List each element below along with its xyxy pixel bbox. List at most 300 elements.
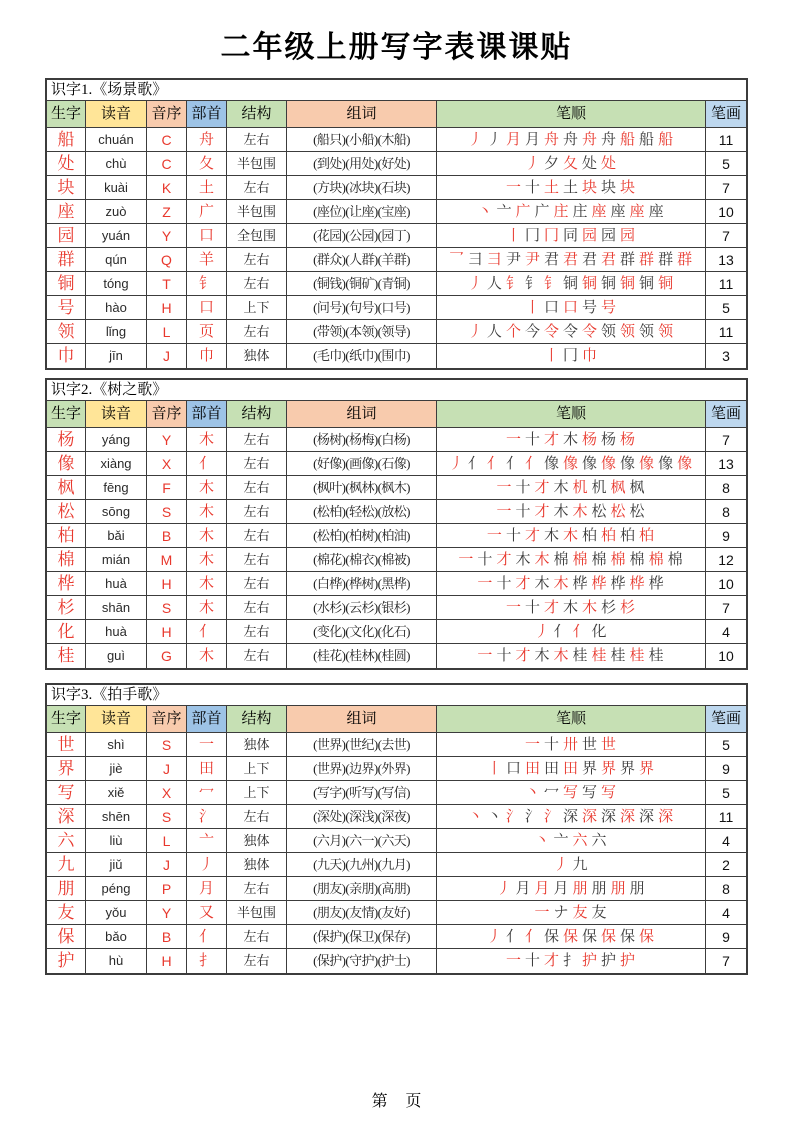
col-header-count: 笔画 bbox=[706, 101, 746, 128]
cell-stroke-order: 一 十 卅 世 世 bbox=[437, 733, 706, 757]
cell-structure: 左右 bbox=[227, 176, 287, 200]
cell-initial: B bbox=[147, 925, 187, 949]
lesson-table-1 bbox=[45, 78, 748, 370]
cell-stroke-count: 13 bbox=[706, 248, 746, 272]
table-row bbox=[47, 949, 746, 973]
cell-char: 杉 bbox=[47, 596, 86, 620]
cell-radical: 巾 bbox=[187, 344, 227, 368]
cell-words: (变化)(文化)(化石) bbox=[287, 620, 437, 644]
cell-stroke-count: 8 bbox=[706, 877, 746, 901]
cell-initial: S bbox=[147, 733, 187, 757]
col-header-structure: 结构 bbox=[227, 706, 287, 733]
cell-pinyin: shān bbox=[86, 596, 147, 620]
cell-pinyin: zuò bbox=[86, 200, 147, 224]
cell-initial: H bbox=[147, 572, 187, 596]
cell-stroke-count: 8 bbox=[706, 500, 746, 524]
col-header-pinyin: 读音 bbox=[86, 706, 147, 733]
cell-stroke-count: 12 bbox=[706, 548, 746, 572]
table-row bbox=[47, 476, 746, 500]
table-row bbox=[47, 296, 746, 320]
cell-char: 座 bbox=[47, 200, 86, 224]
cell-words: (松柏)(柏树)(柏油) bbox=[287, 524, 437, 548]
table-row bbox=[47, 152, 746, 176]
cell-stroke-order: 丿 人 个 今 令 令 令 领 领 领 领 bbox=[437, 320, 706, 344]
cell-structure: 半包围 bbox=[227, 152, 287, 176]
cell-initial: L bbox=[147, 320, 187, 344]
cell-initial: Y bbox=[147, 901, 187, 925]
cell-words: (杨树)(杨梅)(白杨) bbox=[287, 428, 437, 452]
cell-structure: 左右 bbox=[227, 548, 287, 572]
cell-char: 块 bbox=[47, 176, 86, 200]
lesson-table-2 bbox=[45, 378, 748, 670]
table-row bbox=[47, 428, 746, 452]
cell-radical: 亠 bbox=[187, 829, 227, 853]
cell-initial: J bbox=[147, 853, 187, 877]
cell-stroke-order: 丶 冖 写 写 写 bbox=[437, 781, 706, 805]
cell-stroke-count: 7 bbox=[706, 176, 746, 200]
cell-char: 桂 bbox=[47, 644, 86, 668]
table-header bbox=[47, 401, 746, 428]
cell-words: (座位)(让座)(宝座) bbox=[287, 200, 437, 224]
cell-char: 保 bbox=[47, 925, 86, 949]
cell-stroke-order: 一 十 才 木 木 杉 杉 bbox=[437, 596, 706, 620]
page-number-footer: 第 页 bbox=[371, 1093, 422, 1110]
col-header-words: 组词 bbox=[287, 706, 437, 733]
cell-structure: 左右 bbox=[227, 476, 287, 500]
cell-radical: 口 bbox=[187, 296, 227, 320]
cell-stroke-count: 11 bbox=[706, 805, 746, 829]
cell-words: (带领)(本领)(领导) bbox=[287, 320, 437, 344]
cell-stroke-count: 4 bbox=[706, 829, 746, 853]
cell-pinyin: bǎo bbox=[86, 925, 147, 949]
cell-initial: H bbox=[147, 949, 187, 973]
cell-stroke-count: 7 bbox=[706, 224, 746, 248]
cell-stroke-order: 丿 亻 亻 亻 亻 像 像 像 像 像 像 像 像 bbox=[437, 452, 706, 476]
cell-words: (铜钱)(铜矿)(青铜) bbox=[287, 272, 437, 296]
col-header-strokes: 笔顺 bbox=[437, 101, 706, 128]
table-row bbox=[47, 620, 746, 644]
cell-pinyin: xiàng bbox=[86, 452, 147, 476]
cell-pinyin: chuán bbox=[86, 128, 147, 152]
table-row bbox=[47, 901, 746, 925]
cell-pinyin: mián bbox=[86, 548, 147, 572]
cell-stroke-count: 5 bbox=[706, 152, 746, 176]
cell-structure: 左右 bbox=[227, 320, 287, 344]
cell-initial: C bbox=[147, 128, 187, 152]
table-header bbox=[47, 101, 746, 128]
cell-initial: J bbox=[147, 757, 187, 781]
cell-char: 世 bbox=[47, 733, 86, 757]
cell-stroke-order: 丨 口 口 号 号 bbox=[437, 296, 706, 320]
cell-structure: 上下 bbox=[227, 757, 287, 781]
cell-stroke-count: 10 bbox=[706, 572, 746, 596]
cell-words: (水杉)(云杉)(银杉) bbox=[287, 596, 437, 620]
cell-stroke-count: 7 bbox=[722, 953, 730, 969]
cell-stroke-order: 丨 冂 冂 同 园 园 园 bbox=[437, 224, 706, 248]
table-row bbox=[47, 829, 746, 853]
cell-words: (棉花)(棉衣)(棉被) bbox=[287, 548, 437, 572]
cell-initial: Y bbox=[147, 224, 187, 248]
col-header-count: 笔画 bbox=[706, 706, 746, 733]
table-header bbox=[47, 706, 746, 733]
cell-pinyin: jiè bbox=[86, 757, 147, 781]
col-header-strokes: 笔顺 bbox=[437, 706, 706, 733]
cell-initial: B bbox=[147, 524, 187, 548]
cell-structure: 左右 bbox=[227, 925, 287, 949]
col-header-char: 生字 bbox=[47, 101, 86, 128]
cell-stroke-order: 丶 亠 广 广 庄 庄 座 座 座 座 bbox=[437, 200, 706, 224]
cell-words: (写字)(听写)(写信) bbox=[287, 781, 437, 805]
cell-char: 处 bbox=[47, 152, 86, 176]
col-header-initial: 音序 bbox=[147, 401, 187, 428]
lesson-table-3 bbox=[45, 683, 748, 975]
cell-initial: Z bbox=[147, 200, 187, 224]
cell-initial: X bbox=[147, 452, 187, 476]
col-header-structure: 结构 bbox=[227, 101, 287, 128]
cell-pinyin: shì bbox=[86, 733, 147, 757]
cell-structure: 左右 bbox=[227, 877, 287, 901]
table-row bbox=[47, 877, 746, 901]
cell-words: (松柏)(轻松)(放松) bbox=[287, 500, 437, 524]
cell-structure: 独体 bbox=[227, 344, 287, 368]
table-row bbox=[47, 733, 746, 757]
cell-char: 号 bbox=[47, 296, 86, 320]
cell-initial: H bbox=[147, 296, 187, 320]
cell-pinyin: huà bbox=[86, 620, 147, 644]
cell-words: (问号)(句号)(口号) bbox=[287, 296, 437, 320]
cell-structure: 左右 bbox=[227, 620, 287, 644]
cell-stroke-count: 9 bbox=[706, 925, 746, 949]
cell-pinyin: jīn bbox=[86, 344, 147, 368]
cell-radical: 钅 bbox=[187, 272, 227, 296]
cell-words: (桂花)(桂林)(桂圆) bbox=[287, 644, 437, 668]
cell-radical: 舟 bbox=[187, 128, 227, 152]
cell-initial: F bbox=[147, 476, 187, 500]
cell-radical: 页 bbox=[187, 320, 227, 344]
cell-initial: J bbox=[147, 344, 187, 368]
cell-stroke-order: 一 十 才 木 木 桂 桂 桂 桂 桂 bbox=[437, 644, 706, 668]
cell-char: 巾 bbox=[47, 344, 86, 368]
table-row bbox=[47, 224, 746, 248]
cell-stroke-order: 乛 彐 彐 尹 尹 君 君 君 君 群 群 群 群 bbox=[437, 248, 706, 272]
cell-radical: 丿 bbox=[187, 853, 227, 877]
cell-radical: 亻 bbox=[187, 620, 227, 644]
cell-char: 棉 bbox=[47, 548, 86, 572]
cell-stroke-count: 7 bbox=[706, 596, 746, 620]
cell-pinyin: jiǔ bbox=[86, 853, 147, 877]
cell-structure: 左右 bbox=[227, 272, 287, 296]
cell-structure: 左右 bbox=[227, 128, 287, 152]
cell-words: (深处)(深浅)(深夜) bbox=[287, 805, 437, 829]
cell-pinyin: shēn bbox=[86, 805, 147, 829]
cell-pinyin: tóng bbox=[86, 272, 147, 296]
cell-radical: 木 bbox=[187, 644, 227, 668]
col-header-radical: 部首 bbox=[187, 401, 227, 428]
cell-radical: 氵 bbox=[187, 805, 227, 829]
cell-stroke-count: 5 bbox=[706, 781, 746, 805]
cell-pinyin: sōng bbox=[86, 500, 147, 524]
cell-words: (世界)(世纪)(去世) bbox=[287, 733, 437, 757]
cell-stroke-count: 9 bbox=[706, 524, 746, 548]
cell-char: 六 bbox=[47, 829, 86, 853]
cell-structure: 独体 bbox=[227, 733, 287, 757]
section-title-3: 识字3.《拍手歌》 bbox=[47, 685, 746, 706]
cell-radical: 亻 bbox=[187, 925, 227, 949]
cell-radical: 木 bbox=[187, 500, 227, 524]
page-title: 二年级上册写字表课课贴 bbox=[220, 31, 573, 64]
cell-stroke-count: 2 bbox=[706, 853, 746, 877]
cell-radical: 冖 bbox=[187, 781, 227, 805]
cell-char: 朋 bbox=[47, 877, 86, 901]
cell-stroke-count: 11 bbox=[706, 272, 746, 296]
cell-radical: 田 bbox=[187, 757, 227, 781]
cell-pinyin: yáng bbox=[86, 428, 147, 452]
cell-pinyin: fēng bbox=[86, 476, 147, 500]
cell-stroke-count: 5 bbox=[706, 296, 746, 320]
cell-structure: 左右 bbox=[227, 500, 287, 524]
cell-stroke-order: 丶 丶 氵 氵 氵 深 深 深 深 深 深 bbox=[437, 805, 706, 829]
cell-initial: P bbox=[147, 877, 187, 901]
cell-stroke-order: 丿 九 bbox=[437, 853, 706, 877]
table-row bbox=[47, 272, 746, 296]
cell-words: (好像)(画像)(石像) bbox=[287, 452, 437, 476]
cell-stroke-order: 一 十 才 木 木 柏 柏 柏 柏 bbox=[437, 524, 706, 548]
cell-char: 友 bbox=[47, 901, 86, 925]
cell-structure: 左右 bbox=[227, 949, 287, 973]
col-header-radical: 部首 bbox=[187, 706, 227, 733]
cell-stroke-order: 一 十 土 土 块 块 块 bbox=[437, 176, 706, 200]
cell-pinyin: huà bbox=[86, 572, 147, 596]
cell-radical: 口 bbox=[187, 224, 227, 248]
cell-stroke-order: 丿 人 钅 钅 钅 铜 铜 铜 铜 铜 铜 bbox=[437, 272, 706, 296]
cell-structure: 左右 bbox=[227, 572, 287, 596]
cell-char: 桦 bbox=[47, 572, 86, 596]
cell-words: (白桦)(桦树)(黑桦) bbox=[287, 572, 437, 596]
col-header-initial: 音序 bbox=[147, 101, 187, 128]
table-row bbox=[47, 344, 746, 368]
cell-char: 像 bbox=[47, 452, 86, 476]
cell-char: 群 bbox=[47, 248, 86, 272]
cell-stroke-order: 一 十 才 木 木 桦 桦 桦 桦 桦 bbox=[437, 572, 706, 596]
cell-pinyin: guì bbox=[86, 644, 147, 668]
col-header-count: 笔画 bbox=[706, 401, 746, 428]
col-header-initial: 音序 bbox=[147, 706, 187, 733]
cell-stroke-count: 10 bbox=[718, 648, 734, 664]
cell-structure: 上下 bbox=[227, 781, 287, 805]
cell-char: 深 bbox=[47, 805, 86, 829]
cell-words: (朋友)(亲朋)(高朋) bbox=[287, 877, 437, 901]
cell-structure: 独体 bbox=[227, 829, 287, 853]
cell-structure: 左右 bbox=[227, 805, 287, 829]
table-row bbox=[47, 320, 746, 344]
cell-pinyin: xiě bbox=[86, 781, 147, 805]
cell-char: 杨 bbox=[47, 428, 86, 452]
cell-initial: X bbox=[147, 781, 187, 805]
cell-words: (朋友)(友情)(友好) bbox=[287, 901, 437, 925]
cell-structure: 独体 bbox=[227, 853, 287, 877]
col-header-words: 组词 bbox=[287, 401, 437, 428]
cell-radical: 夂 bbox=[187, 152, 227, 176]
table-row bbox=[47, 572, 746, 596]
cell-stroke-count: 5 bbox=[706, 733, 746, 757]
cell-radical: 月 bbox=[187, 877, 227, 901]
cell-structure: 左右 bbox=[227, 428, 287, 452]
table-row bbox=[47, 248, 746, 272]
cell-char: 船 bbox=[47, 128, 86, 152]
table-row bbox=[47, 176, 746, 200]
col-header-strokes: 笔顺 bbox=[437, 401, 706, 428]
cell-pinyin: hù bbox=[86, 949, 147, 973]
cell-stroke-count: 11 bbox=[706, 320, 746, 344]
cell-stroke-order: 丶 亠 六 六 bbox=[437, 829, 706, 853]
table-row bbox=[47, 500, 746, 524]
cell-structure: 半包围 bbox=[227, 901, 287, 925]
cell-radical: 木 bbox=[187, 524, 227, 548]
cell-pinyin: péng bbox=[86, 877, 147, 901]
cell-radical: 木 bbox=[187, 476, 227, 500]
cell-structure: 左右 bbox=[227, 248, 287, 272]
col-header-char: 生字 bbox=[47, 706, 86, 733]
cell-initial: T bbox=[147, 272, 187, 296]
cell-words: (六月)(六一)(六天) bbox=[287, 829, 437, 853]
cell-words: (毛巾)(纸巾)(围巾) bbox=[287, 344, 437, 368]
col-header-structure: 结构 bbox=[227, 401, 287, 428]
cell-structure: 全包围 bbox=[227, 224, 287, 248]
cell-stroke-order: 丿 夕 夂 处 处 bbox=[437, 152, 706, 176]
cell-stroke-order: 一 ナ 友 友 bbox=[437, 901, 706, 925]
cell-words: (世界)(边界)(外界) bbox=[287, 757, 437, 781]
cell-initial: S bbox=[147, 500, 187, 524]
cell-char: 铜 bbox=[47, 272, 86, 296]
cell-stroke-count: 9 bbox=[706, 757, 746, 781]
col-header-pinyin: 读音 bbox=[86, 401, 147, 428]
cell-initial: Y bbox=[147, 428, 187, 452]
cell-pinyin: bǎi bbox=[86, 524, 147, 548]
cell-initial: Q bbox=[147, 248, 187, 272]
cell-stroke-count: 11 bbox=[706, 128, 746, 152]
cell-char: 界 bbox=[47, 757, 86, 781]
table-row bbox=[47, 128, 746, 152]
col-header-radical: 部首 bbox=[187, 101, 227, 128]
cell-char: 化 bbox=[47, 620, 86, 644]
cell-stroke-count: 10 bbox=[706, 200, 746, 224]
cell-pinyin: yǒu bbox=[86, 901, 147, 925]
cell-stroke-count: 13 bbox=[706, 452, 746, 476]
cell-stroke-order: 丿 亻 亻 化 bbox=[437, 620, 706, 644]
cell-structure: 左右 bbox=[227, 596, 287, 620]
cell-char: 护 bbox=[47, 949, 86, 973]
cell-words: (保护)(保卫)(保存) bbox=[287, 925, 437, 949]
cell-pinyin: qún bbox=[86, 248, 147, 272]
cell-words: (枫叶)(枫林)(枫木) bbox=[287, 476, 437, 500]
cell-stroke-order: 丨 口 田 田 田 界 界 界 界 bbox=[437, 757, 706, 781]
cell-structure: 左右 bbox=[227, 524, 287, 548]
cell-char: 松 bbox=[47, 500, 86, 524]
cell-structure: 左右 bbox=[227, 644, 287, 668]
cell-radical: 羊 bbox=[187, 248, 227, 272]
table-rows bbox=[47, 733, 746, 973]
cell-radical: 广 bbox=[187, 200, 227, 224]
table-row bbox=[47, 524, 746, 548]
cell-char: 园 bbox=[47, 224, 86, 248]
cell-structure: 半包围 bbox=[227, 200, 287, 224]
cell-structure: 左右 bbox=[227, 452, 287, 476]
table-rows bbox=[47, 128, 746, 368]
cell-char: 柏 bbox=[47, 524, 86, 548]
table-row bbox=[47, 925, 746, 949]
cell-words: (保护)(守护)(护士) bbox=[287, 949, 437, 973]
cell-radical: 又 bbox=[187, 901, 227, 925]
table-row bbox=[47, 596, 746, 620]
cell-stroke-count: 4 bbox=[706, 620, 746, 644]
cell-char: 九 bbox=[47, 853, 86, 877]
cell-stroke-count: 7 bbox=[706, 428, 746, 452]
col-header-pinyin: 读音 bbox=[86, 101, 147, 128]
cell-radical: 土 bbox=[187, 176, 227, 200]
cell-words: (船只)(小船)(木船) bbox=[287, 128, 437, 152]
cell-stroke-order: 丨 冂 巾 bbox=[437, 344, 706, 368]
cell-radical: 木 bbox=[187, 596, 227, 620]
cell-pinyin: lǐng bbox=[86, 320, 147, 344]
cell-stroke-count: 3 bbox=[722, 348, 730, 364]
cell-stroke-order: 一 十 才 扌 护 护 护 bbox=[437, 949, 706, 973]
cell-stroke-order: 一 十 才 木 机 机 枫 枫 bbox=[437, 476, 706, 500]
table-rows bbox=[47, 428, 746, 668]
cell-initial: S bbox=[147, 596, 187, 620]
cell-char: 写 bbox=[47, 781, 86, 805]
cell-stroke-count: 4 bbox=[706, 901, 746, 925]
cell-pinyin: yuán bbox=[86, 224, 147, 248]
table-row bbox=[47, 853, 746, 877]
cell-initial: S bbox=[147, 805, 187, 829]
cell-words: (群众)(人群)(羊群) bbox=[287, 248, 437, 272]
cell-initial: K bbox=[147, 176, 187, 200]
table-row bbox=[47, 644, 746, 668]
cell-stroke-order: 一 十 才 木 木 棉 棉 棉 棉 棉 棉 棉 bbox=[437, 548, 706, 572]
cell-initial: C bbox=[147, 152, 187, 176]
cell-stroke-order: 一 十 才 木 杨 杨 杨 bbox=[437, 428, 706, 452]
cell-stroke-order: 丿 丿 月 月 舟 舟 舟 舟 船 船 船 bbox=[437, 128, 706, 152]
cell-initial: H bbox=[147, 620, 187, 644]
cell-radical: 一 bbox=[187, 733, 227, 757]
table-row bbox=[47, 757, 746, 781]
table-row bbox=[47, 805, 746, 829]
section-title-2: 识字2.《树之歌》 bbox=[47, 380, 746, 401]
cell-radical: 木 bbox=[187, 572, 227, 596]
table-row bbox=[47, 781, 746, 805]
cell-initial: L bbox=[147, 829, 187, 853]
cell-words: (九天)(九州)(九月) bbox=[287, 853, 437, 877]
cell-radical: 亻 bbox=[187, 452, 227, 476]
cell-pinyin: kuài bbox=[86, 176, 147, 200]
col-header-words: 组词 bbox=[287, 101, 437, 128]
cell-char: 枫 bbox=[47, 476, 86, 500]
cell-words: (方块)(冰块)(石块) bbox=[287, 176, 437, 200]
table-row bbox=[47, 548, 746, 572]
cell-pinyin: chù bbox=[86, 152, 147, 176]
cell-stroke-order: 丿 亻 亻 保 保 保 保 保 保 bbox=[437, 925, 706, 949]
cell-radical: 木 bbox=[187, 548, 227, 572]
cell-radical: 扌 bbox=[187, 949, 227, 973]
cell-radical: 木 bbox=[187, 428, 227, 452]
cell-words: (到处)(用处)(好处) bbox=[287, 152, 437, 176]
section-title-1: 识字1.《场景歌》 bbox=[47, 80, 746, 101]
cell-stroke-order: 一 十 才 木 木 松 松 松 bbox=[437, 500, 706, 524]
table-row bbox=[47, 200, 746, 224]
cell-char: 领 bbox=[47, 320, 86, 344]
cell-initial: M bbox=[147, 548, 187, 572]
cell-structure: 上下 bbox=[227, 296, 287, 320]
